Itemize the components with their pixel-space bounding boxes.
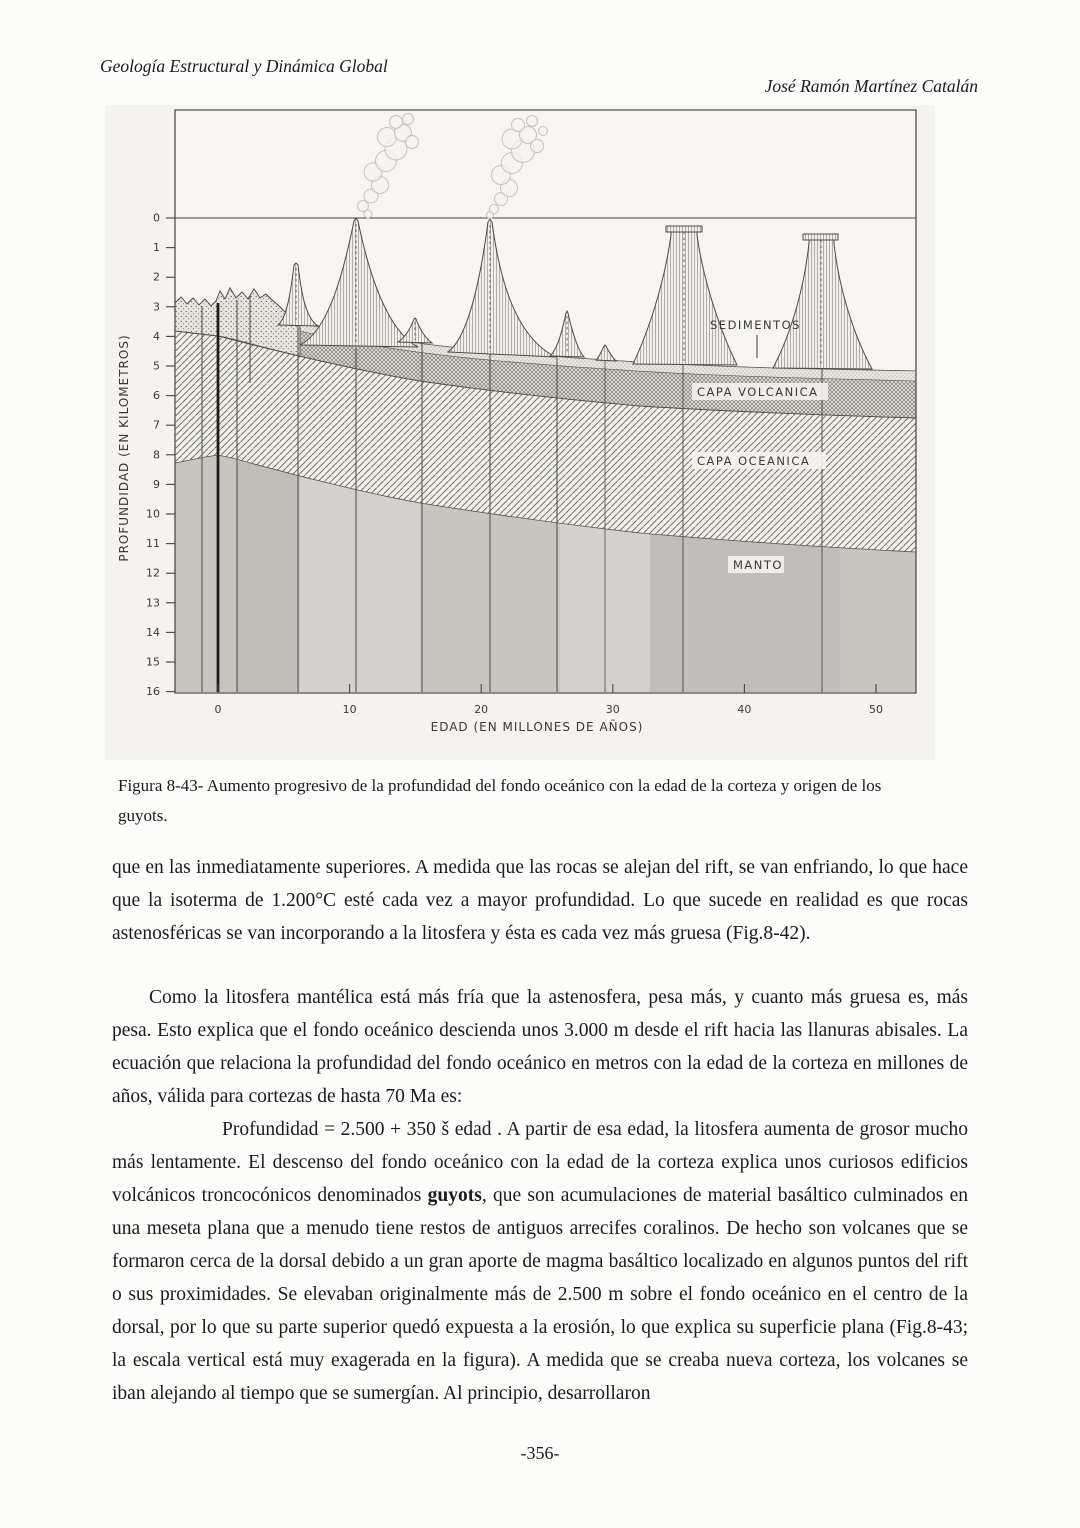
mantle-shade bbox=[237, 458, 297, 692]
text-run: Como la litosfera mantélica está más fría que la astenosfera, pesa más, y cuanto más gruesa es, más pesa. Esto explica que el fondo oceánico descienda unos 3.000 m desde el rift hacia las llanuras abisales. La ecuación que relaciona la profundidad del fondo oceánico en metros con la edad de la corteza en millones de años, válida para cortezas de hasta 70 Ma es: bbox=[112, 987, 968, 1107]
figure-caption: Figura 8-43- Aumento progresivo de la profundidad del fondo oceánico con la edad de la corteza y origen de los guyots. bbox=[118, 776, 882, 825]
y-tick-label: 16 bbox=[146, 685, 160, 699]
x-tick-label: 50 bbox=[869, 703, 883, 716]
text-run: Profundidad = 2.500 + 350 š edad . A partir de esa edad, la litosfera aumenta de grosor mucho más lentamente. El descenso del fondo oceánico con la edad de la corteza explica unos curiosos edificios volcánicos troncocónicos denominados bbox=[112, 1119, 968, 1206]
y-tick-label: 9 bbox=[153, 477, 160, 491]
label-sedimentos: SEDIMENTOS bbox=[710, 318, 801, 332]
body-paragraph bbox=[112, 851, 968, 950]
guyot-2-cap bbox=[803, 234, 838, 240]
guyot-1-cap bbox=[666, 226, 702, 232]
x-tick-label: 40 bbox=[737, 703, 752, 716]
y-tick-label: 6 bbox=[153, 389, 160, 403]
x-tick-label: 30 bbox=[605, 703, 620, 716]
x-axis-label: EDAD (EN MILLONES DE AÑOS) bbox=[430, 720, 644, 734]
y-tick-label: 13 bbox=[146, 596, 160, 610]
label-manto: MANTO bbox=[733, 558, 783, 572]
figure-svg bbox=[105, 105, 935, 760]
y-tick-label: 8 bbox=[153, 448, 160, 462]
x-tick-label: 10 bbox=[342, 703, 357, 716]
body-paragraph bbox=[112, 1113, 968, 1410]
label-capa-volcanica: CAPA VOLCANICA bbox=[697, 385, 819, 399]
y-tick-label: 15 bbox=[146, 655, 160, 669]
page-number: -356- bbox=[520, 1443, 560, 1463]
x-tick-label: 0 bbox=[214, 703, 222, 716]
y-tick-label: 7 bbox=[153, 418, 160, 432]
text-run: que en las inmediatamente superiores. A medida que las rocas se alejan del rift, se van enfriando, lo que hace que la isoterma de 1.200°C esté cada vez a mayor profundidad. Lo que sucede en realidad es que rocas astenosféricas se van incorporando a la litosfera y ésta es cada vez más gruesa (Fig.8-42). bbox=[112, 857, 968, 944]
mantle-light bbox=[300, 470, 420, 692]
figure-8-43 bbox=[105, 105, 935, 760]
body-paragraph bbox=[112, 981, 968, 1113]
y-tick-label: 5 bbox=[153, 359, 160, 373]
y-tick-label: 3 bbox=[153, 300, 160, 314]
author-name: José Ramón Martínez Catalán bbox=[764, 76, 978, 96]
label-capa-oceanica: CAPA OCEANICA bbox=[697, 454, 811, 468]
y-tick-label: 10 bbox=[146, 507, 160, 521]
book-title: Geología Estructural y Dinámica Global bbox=[100, 56, 388, 76]
y-axis-label: PROFUNDIDAD (EN KILOMETROS) bbox=[117, 334, 131, 562]
text-run: , que son acumulaciones de material basáltico culminados en una meseta plana que a menudo tiene restos de antiguos arrecifes coralinos. De hecho son volcanes que se formaron cerca de la dorsal debido a un gran aporte de magma basáltico localizado en algunos puntos del rift o sus proximidades. Se elevaban originalmente más de 2.500 m sobre el fondo oceánico en el centro de la dorsal, por lo que su parte superior quedó expuesta a la erosión, lo que explica su superficie plana (Fig.8-43; la escala vertical está muy exagerada en la figura). A medida que se creaba nueva corteza, los volcanes se iban alejando al tiempo que se sumergían. Al principio, desarrollaron bbox=[112, 1185, 968, 1404]
y-tick-label: 14 bbox=[146, 625, 160, 639]
bold-term: guyots bbox=[427, 1185, 482, 1206]
y-tick-label: 2 bbox=[153, 270, 160, 284]
y-tick-label: 1 bbox=[153, 241, 160, 255]
y-tick-label: 12 bbox=[146, 566, 160, 580]
y-tick-label: 11 bbox=[146, 537, 160, 551]
body-text bbox=[112, 851, 968, 1410]
y-tick-label: 4 bbox=[153, 329, 160, 343]
x-tick-label: 20 bbox=[474, 703, 489, 716]
y-tick-label: 0 bbox=[153, 211, 160, 225]
